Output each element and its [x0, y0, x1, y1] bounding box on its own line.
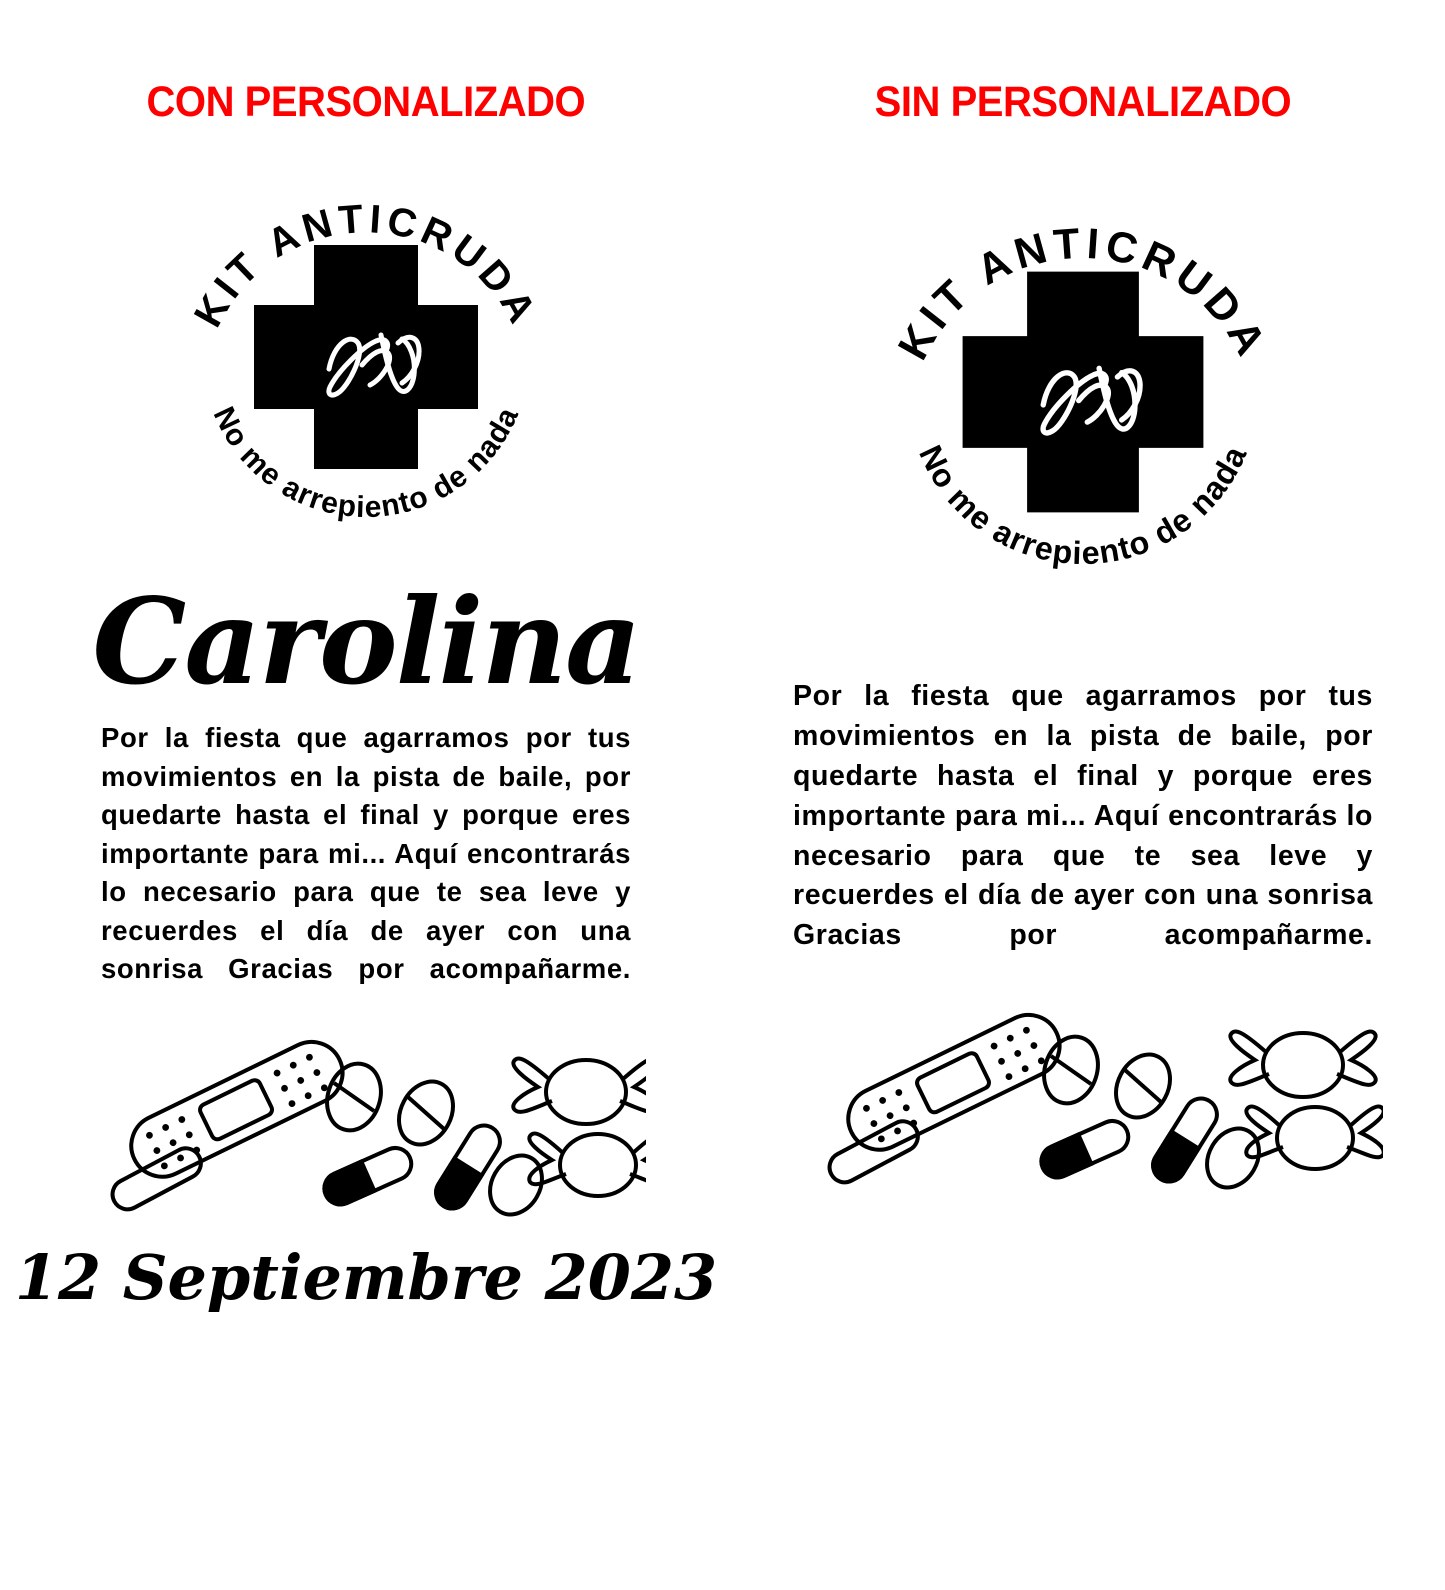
illustration-left	[86, 1017, 646, 1227]
emblem-left-bottom-text: No me arrepiento de nada	[206, 401, 526, 525]
emblem-left-top-text: KIT ANTICRUDA	[185, 196, 547, 335]
candy-icon	[529, 1133, 646, 1196]
message-text-left: Por la fiesta que agarramos por tus movimientos en la pista de baile, por quedarte hasta el final y porque eres importante para mi... Aquí encontrarás lo necesario para que te sea leve y recuerdes el día de ayer con una sonrisa Gracias por acompañarme.	[101, 722, 631, 984]
event-date: 12 Septiembre 2023	[14, 1240, 718, 1314]
pill-round-icon	[319, 1056, 389, 1137]
emblem-right	[868, 177, 1298, 607]
illustration-right	[783, 990, 1383, 1200]
panel-sin-personalizado	[722, 0, 1444, 1590]
pill-round-icon	[1036, 1030, 1106, 1111]
emblem-right-top-text: KIT ANTICRUDA	[889, 219, 1277, 368]
emblem-left	[166, 157, 566, 557]
pill-round-icon	[1105, 1045, 1180, 1127]
panel-right-headline: SIN PERSONALIZADO	[874, 78, 1292, 126]
pill-round-icon	[388, 1072, 463, 1154]
capsule-half-icon	[319, 1142, 416, 1209]
message-text-right: Por la fiesta que agarramos por tus movimientos en la pista de baile, por quedarte hasta el final y porque eres importante para mi... Aquí encontrarás lo necesario para que te sea leve y recuerdes el día de ayer con una sonrisa Gracias por acompañarme.	[793, 680, 1373, 952]
candy-icon	[513, 1058, 646, 1124]
candy-icon	[1246, 1107, 1383, 1170]
panel-con-personalizado	[0, 0, 722, 1590]
panel-left-headline: CON PERSONALIZADO	[146, 78, 586, 126]
candy-icon	[1230, 1032, 1375, 1098]
emblem-right-bottom-text: No me arrepiento de nada	[912, 439, 1254, 572]
capsule-half-icon	[1036, 1116, 1133, 1183]
personalized-name: Carolina	[92, 572, 640, 711]
